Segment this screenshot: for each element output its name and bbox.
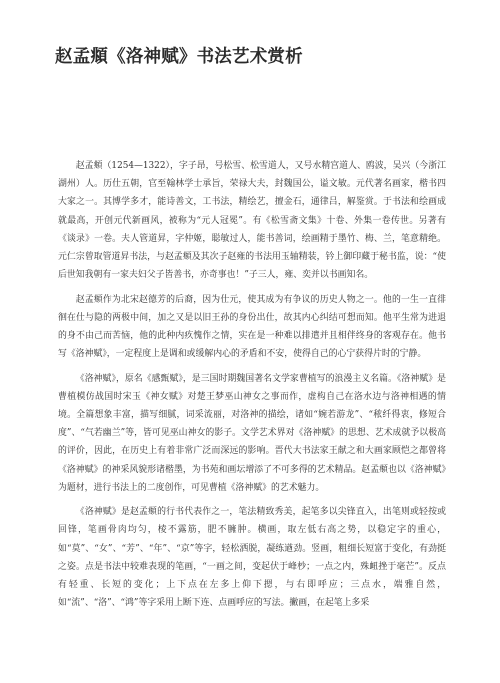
paragraph-historical-context: 赵孟頫作为北宋赵德芳的后裔，因为仕元，使其成为有争议的历史人物之一。他的一生一直徘徊在仕与隐的两极中间，加之又是以旧王孙的身份出仕，故其内心纠结可想而知。他平生常为进退的身不由己而苦恼，他的此种内疚愧作之情，实在是一种难以排遣并且相伴终身的客观存在。他书写《洛神赋》，一定程度上是调和或缓解内心的矛盾和不安，使得自己的心宁获得片时的宁静。 (58, 294, 446, 360)
paragraph-luoshen-fu-background: 《洛神赋》，原名《感甄赋》，是三国时期魏国著名文学家曹植写的浪漫主义名篇。《洛神赋》是曹植模仿战国时宋玉《神女赋》对楚王梦巫山神女之事而作，虚构自己在洛水边与洛神相遇的情境。全篇想象丰富，描写细腻，词采流丽，对洛神的描绘，诸如“婉若游龙”、“秾纤得衷，修短合度”、“气若幽兰”等，皆可见巫山神女的影子。文学艺术界对《洛神赋》的思想、艺术成就予以极高的评价，因此，在历史上有着非常广泛而深远的影响。晋代大书法家王献之和大画家顾恺之都曾将《洛神赋》的神采风貌形诸楷墨，为书苑和画坛增添了不可多得的艺术精品。赵孟頫也以《洛神赋》为题材，进行书法上的二度创作，可见曹植《洛神赋》的艺术魅力。 (58, 373, 446, 493)
paragraph-calligraphy-analysis: 《洛神赋》是赵孟頫的行书代表作之一，笔法精致秀美，起笔多以尖锋直入，出笔则或轻按或回锋，笔画骨肉均匀，棱不露筋，肥不臃肿。横画，取左低右高之势，以稳定字的重心，如“莫”、“女”、“芳”、“年”、“京”等字，轻松洒脱，凝练遒劲。竖画，粗细长短富于变化，有劲挺之姿。点是书法中较难表现的笔画，“一画之间，变起伏于峰杪；一点之内，殊衄挫于毫芒”。反点有轻重、长短的变化；上下点在左多上仰下摁，与右即呼应；三点水，端雅自然，如“流”、“洛”、“鸿”等字采用上断下连、点画呼应的写法。撇画，在起笔上多采 (58, 507, 446, 609)
article-title: 赵孟頫《洛神赋》书法艺术赏析 (55, 47, 303, 67)
article-body (58, 157, 446, 612)
paragraph-biography: 赵孟頫（1254—1322），字子昂，号松雪、松雪道人，又号水精宫道人、鸥波，吴兴（今浙江湖州）人。历仕五朝，官至翰林学士承旨，荣禄大夫，封魏国公，谥文敏。元代著名画家，楷书四大家之一。其博学多才，能诗善文，工书法，精绘艺，擅金石，通律吕，解鉴赏。于书法和绘画成就最高，开创元代新画风，被称为“元人冠冕”。有《松雪斋文集》十卷、外集一卷传世。另著有《谈录》一卷。夫人管道昇，字仲姬，聪敏过人，能书善词，绘画精于墨竹、梅、兰，笔意精绝。元仁宗曾取管道昇书法，与赵孟頫及其次子赵雍的书法用玉轴精装，钤上御印藏于秘书监，说：“使后世知我朝有一家夫妇父子皆善书，亦奇事也！”子三人，雍、奕并以书画知名。 (58, 161, 446, 281)
